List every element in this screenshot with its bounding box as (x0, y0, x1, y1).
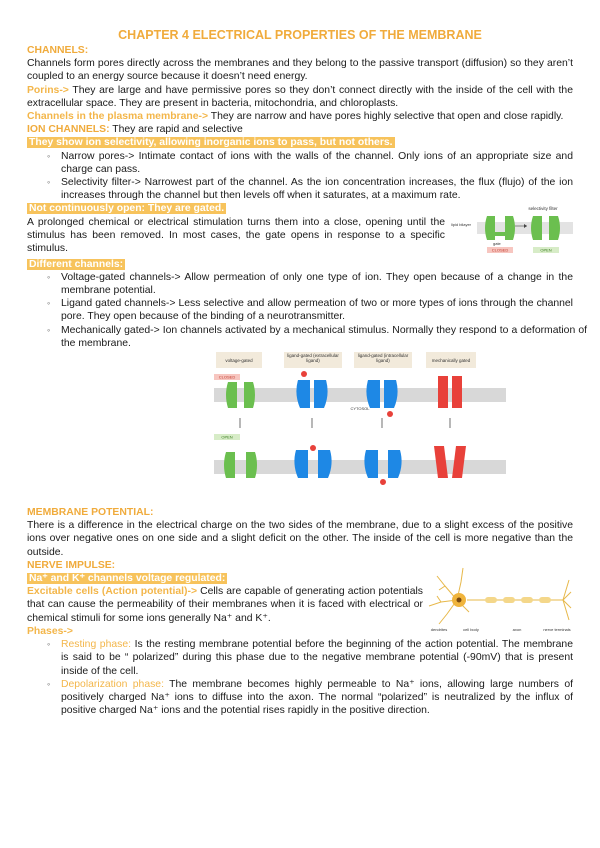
neuron-label-terminals: nerve terminals (543, 627, 571, 633)
gated-highlight: Not continuously open: They are gated. (29, 203, 225, 215)
neuron-figure (427, 560, 573, 634)
lipid-label: lipid bilayer (451, 221, 472, 227)
membrane-text: There is a difference in the electrical charge on the two sides of the membrane, due to a slight excess of the positive ions over negative ones on one side and a slight deficit on the other. The inside of the cell is more negative than the outside. (27, 520, 573, 558)
channel-types-figure (212, 352, 508, 504)
channel-types-list (47, 271, 587, 350)
resting-text: Is the resting membrane potential before the beginning of the action potential. The membrane is said to be “ polarized” during this phase due to the negative membrane potential (-90mV) that is present inside of the cell. (61, 639, 573, 677)
list-item: ◦ Voltage-gated channels-> Allow permeation of only one type of ion. They open because of a change in the membrane potential. (47, 271, 573, 297)
list-item (47, 638, 573, 678)
list-item: ◦ Ligand gated channels-> Less selective and allow permeation of two or more types of ions through the channel pore. They open because of the binding of a neurotransmitter. (47, 297, 573, 323)
neuron-label-axon: axon (512, 627, 522, 633)
nerve-block (27, 572, 573, 638)
open-row-label: OPEN (221, 434, 233, 440)
porins-label: Porins-> (27, 84, 69, 96)
open-label: OPEN (540, 247, 552, 253)
excitable-text: Cells are capable of generating action potentials that can cause the permeability of their membranes when it is faced with electrical or chemical stimuli for some ions generally Na⁺ and K⁺. (27, 586, 423, 624)
closed-label: CLOSED (491, 247, 509, 253)
excitable-label: Excitable cells (Action potential)-> (27, 586, 198, 598)
ion-text: They are rapid and selective (109, 124, 243, 136)
list-item (47, 678, 573, 718)
gated-text: A prolonged chemical or electrical stimulation turns them into a close, opening until the stimulus has been removed. In most cases, the gate opens in response to a specific stimulus. (27, 216, 445, 255)
col-voltage: voltage-gated (225, 358, 253, 364)
membrane-heading: MEMBRANE POTENTIAL: (27, 507, 154, 519)
selectivity-list (47, 150, 573, 203)
col-ligand-ext: ligand-gated (extracellular ligand) (287, 353, 339, 364)
gate-label: gate (493, 240, 501, 246)
porins-text: They are large and have permissive pores so they don’t connect directly with the inside of the cell with the extracellular space. They are present in bacteria, mitochondria, and chloroplasts. (27, 84, 573, 109)
phases-list (47, 638, 573, 717)
page-title: CHAPTER 4 ELECTRICAL PROPERTIES OF THE MEMBRANE (118, 28, 482, 42)
channels-intro: Channels form pores directly across the membranes and they belong to the passive transport (diffusion) so they aren’t coupled to an energy source because it doesn’t need energy. (27, 58, 573, 83)
porins-paragraph (27, 84, 573, 110)
plasma-label: Channels in the plasma membrane-> (27, 111, 209, 123)
selectivity-highlight: They show ion selectivity, allowing inorganic ions to pass, but not others. (29, 137, 393, 149)
document-page (27, 28, 587, 717)
col-ligand-int: ligand-gated (intracellular ligand) (357, 353, 409, 364)
na-k-highlight: Na⁺ and K⁺ channels voltage regulated: (29, 573, 226, 585)
ion-label: ION CHANNELS: (27, 124, 110, 136)
ion-paragraph (27, 123, 573, 136)
plasma-paragraph (27, 110, 573, 123)
plasma-text: They are narrow and have pores highly selective that open and close rapidly. (208, 111, 564, 123)
gate-figure (449, 204, 573, 256)
nerve-heading: NERVE IMPULSE: (27, 559, 116, 571)
list-item: ◦ Narrow pores-> Intimate contact of ions with the walls of the channel. Only ions of an appropriate size and charge can pass. (47, 150, 573, 176)
neuron-label-dendrites: dendrites (430, 627, 448, 633)
depol-text: The membrane becomes highly permeable to Na⁺ ions, allowing large numbers of positively charged Na⁺ ions to diffuse into the axon. The normal “polarized” is neutralized by the influx of positive charged Na⁺ ions and the potential rises rapidly in the positive direction. (61, 678, 573, 717)
channels-heading: CHANNELS: (27, 45, 89, 56)
phases-label: Phases-> (27, 625, 73, 637)
cytosol-label: CYTOSOL (350, 406, 370, 412)
col-mechanical: mechanically gated (431, 358, 471, 364)
closed-row-label: CLOSED (218, 374, 236, 380)
excitable-paragraph (27, 585, 423, 625)
depol-label: Depolarization phase: (61, 678, 164, 690)
different-highlight: Different channels: (29, 258, 124, 270)
list-item: ◦ Selectivity filter-> Narrowest part of the channel. As the ion concentration increases, the flux (flujo) of the ion increases through the channel but then levels off when it saturates, at a maximum rate. (47, 176, 573, 202)
list-item: ◦ Mechanically gated-> Ion channels activated by a mechanical stimulus. Normally they respond to a deformation of the membrane. (47, 324, 587, 350)
resting-label: Resting phase: (61, 639, 131, 651)
neuron-label-cell-body: cell body (463, 627, 479, 633)
filter-label: selectivity filter (528, 205, 558, 211)
